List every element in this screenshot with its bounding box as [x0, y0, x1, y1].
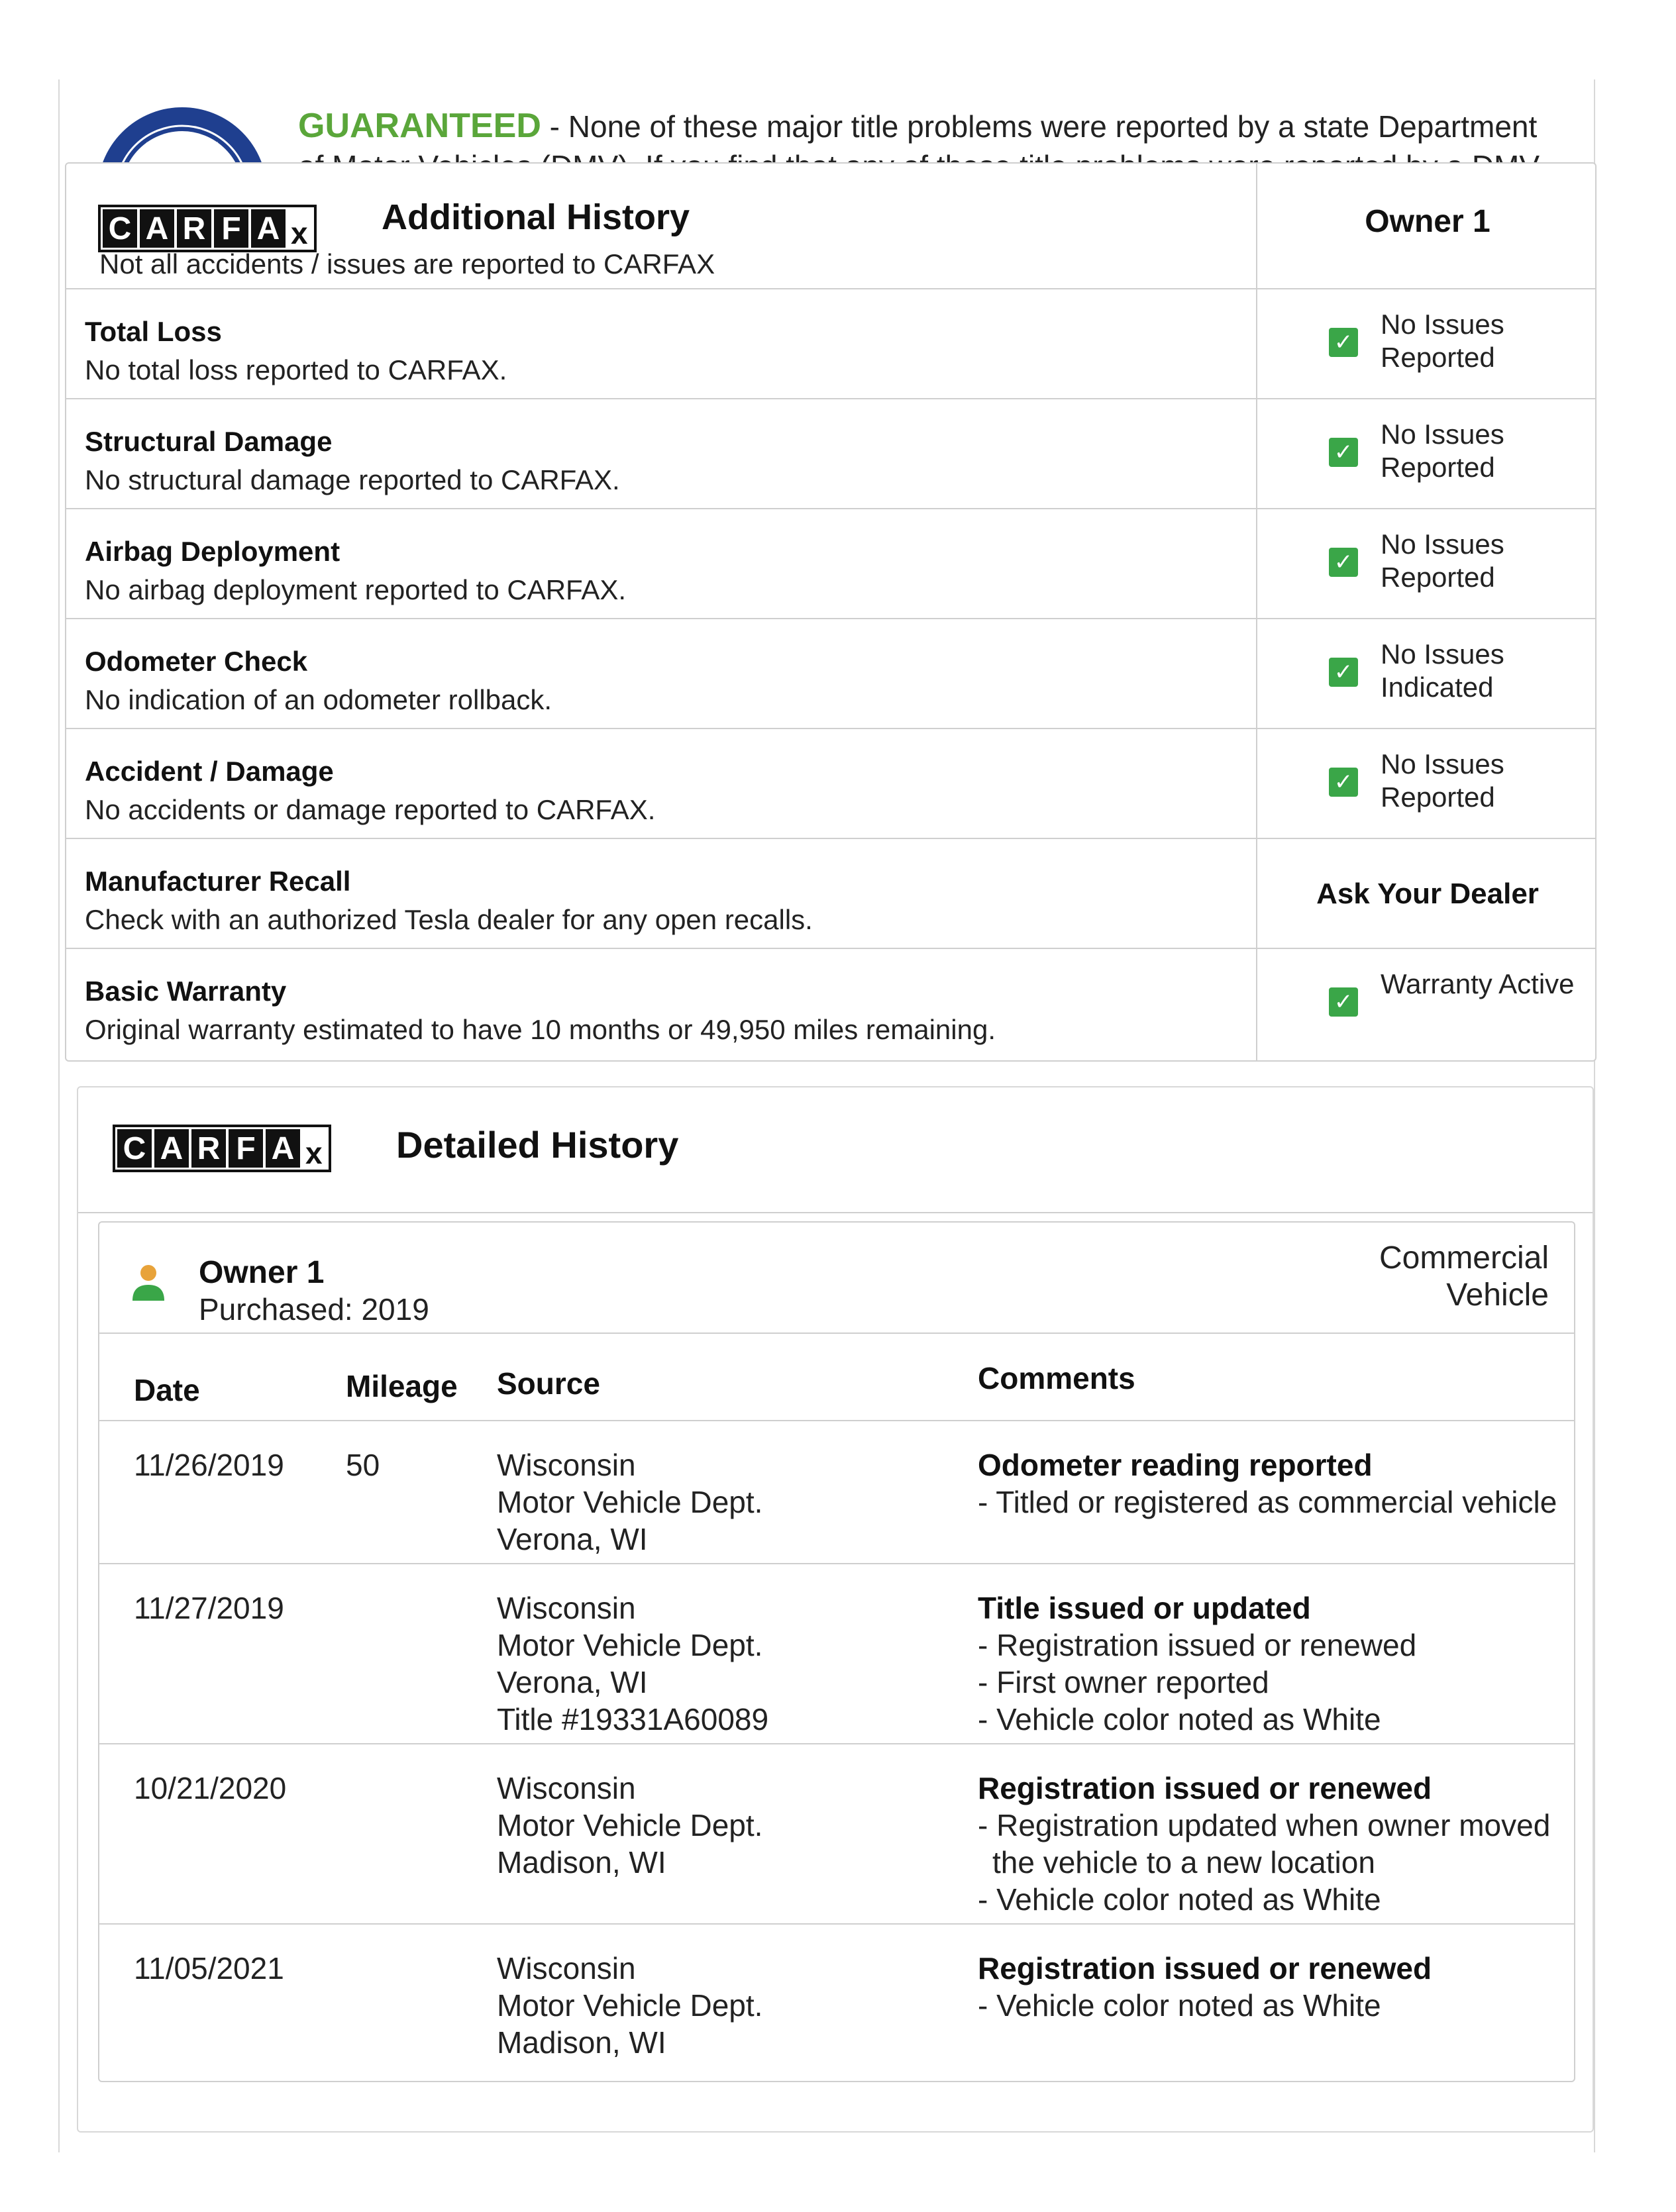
cell-comments [978, 1770, 1574, 1918]
section-title: Detailed History [396, 1124, 679, 1166]
comment-item: - Registration issued or renewed [978, 1628, 1417, 1662]
history-row [66, 949, 1595, 1059]
cell-source [497, 1950, 921, 2061]
row-description: No airbag deployment reported to CARFAX. [85, 574, 627, 605]
row-status [1257, 509, 1598, 618]
row-status [1257, 289, 1598, 398]
owner-column-header: Owner 1 [1365, 204, 1491, 239]
comment-item: - Vehicle color noted as White [978, 1882, 1381, 1917]
row-description: Original warranty estimated to have 10 months or 49,950 miles remaining. [85, 1014, 996, 1045]
cell-source [497, 1770, 921, 1881]
cell-source [497, 1589, 921, 1738]
guarantee-label: GUARANTEED [298, 107, 541, 145]
cell-comments [978, 1446, 1574, 1521]
check-icon: ✓ [1329, 438, 1358, 467]
source-line: Motor Vehicle Dept. [497, 1808, 763, 1842]
table-row [99, 1925, 1574, 2090]
table-row [99, 1744, 1574, 1925]
row-title: Odometer Check [85, 646, 308, 677]
additional-history-header [66, 164, 1595, 289]
history-row [66, 839, 1595, 949]
row-description: No indication of an odometer rollback. [85, 684, 552, 715]
row-status [1257, 399, 1598, 508]
row-description: Check with an authorized Tesla dealer for any open recalls. [85, 904, 813, 935]
comment-title: Odometer reading reported [978, 1448, 1373, 1482]
status-text: No Issues Reported [1381, 528, 1504, 593]
column-source: Source [497, 1366, 600, 1401]
column-mileage: Mileage [346, 1369, 458, 1403]
owner-header [99, 1223, 1574, 1334]
comment-title: Registration issued or renewed [978, 1771, 1432, 1805]
cell-date: 11/27/2019 [134, 1591, 284, 1625]
history-row [66, 289, 1595, 399]
check-icon: ✓ [1329, 328, 1358, 357]
row-status [1257, 839, 1598, 948]
table-header [99, 1334, 1574, 1421]
row-description: No accidents or damage reported to CARFAX. [85, 794, 656, 825]
source-line: Madison, WI [497, 1845, 666, 1880]
row-title: Accident / Damage [85, 756, 334, 787]
section-title: Additional History [382, 197, 690, 237]
comment-title: Registration issued or renewed [978, 1951, 1432, 1986]
comment-item: - First owner reported [978, 1665, 1269, 1699]
detailed-history-card [77, 1086, 1594, 2133]
source-line: Wisconsin [497, 1951, 636, 1986]
cell-date: 11/05/2021 [134, 1951, 284, 1986]
person-icon [130, 1264, 167, 1303]
row-title: Basic Warranty [85, 976, 287, 1007]
column-comments: Comments [978, 1361, 1135, 1395]
additional-history-card [65, 162, 1597, 1062]
detailed-history-header [78, 1087, 1593, 1213]
comment-item: - Titled or registered as commercial vehicle [978, 1485, 1557, 1519]
row-status [1257, 949, 1598, 1059]
cell-comments [978, 1950, 1574, 2024]
column-date: Date [134, 1373, 200, 1407]
status-text: No Issues Reported [1381, 309, 1504, 373]
row-title: Airbag Deployment [85, 536, 340, 567]
table-row [99, 1564, 1574, 1744]
check-icon: ✓ [1329, 987, 1358, 1017]
row-description: No structural damage reported to CARFAX. [85, 464, 620, 495]
history-row [66, 729, 1595, 839]
comment-item: - Registration updated when owner moved the vehicle to a new location [978, 1808, 1551, 1880]
comment-item: - Vehicle color noted as White [978, 1702, 1381, 1736]
source-line: Motor Vehicle Dept. [497, 1988, 763, 2023]
status-text: Warranty Active [1381, 968, 1575, 999]
carfax-logo: C A R F A x [113, 1125, 331, 1172]
owner-name: Owner 1 [199, 1255, 325, 1290]
source-line: Motor Vehicle Dept. [497, 1485, 763, 1519]
check-icon: ✓ [1329, 658, 1358, 687]
status-text: No Issues Reported [1381, 748, 1504, 813]
row-status [1257, 729, 1598, 838]
row-title: Manufacturer Recall [85, 866, 351, 897]
section-subtitle: Not all accidents / issues are reported to CARFAX [99, 248, 715, 279]
source-line: Motor Vehicle Dept. [497, 1628, 763, 1662]
seal-text: BUYBACK [146, 139, 219, 156]
cell-date: 10/21/2020 [134, 1771, 287, 1805]
source-line: Madison, WI [497, 2025, 666, 2060]
comment-item: - Vehicle color noted as White [978, 1988, 1381, 2023]
table-row [99, 1421, 1574, 1564]
status-text: No Issues Reported [1381, 419, 1504, 483]
cell-comments [978, 1589, 1574, 1738]
history-row [66, 509, 1595, 619]
owner-vehicle-type: Commercial Vehicle [1379, 1240, 1549, 1313]
source-line: Title #19331A60089 [497, 1702, 769, 1736]
source-line: Verona, WI [497, 1522, 648, 1556]
source-line: Wisconsin [497, 1771, 636, 1805]
history-row [66, 619, 1595, 729]
status-text: No Issues Indicated [1381, 638, 1504, 703]
row-title: Total Loss [85, 316, 222, 347]
row-status [1257, 619, 1598, 728]
cell-mileage: 50 [346, 1448, 380, 1482]
carfax-logo: C A R F A x [98, 205, 317, 252]
guarantee-description: - None of these major title problems were reported by a state Department [549, 109, 1538, 144]
owner-history-box [98, 1221, 1575, 2082]
cell-date: 11/26/2019 [134, 1448, 284, 1482]
row-description: No total loss reported to CARFAX. [85, 354, 507, 385]
history-row [66, 399, 1595, 509]
status-text: Ask Your Dealer [1316, 878, 1539, 910]
source-line: Wisconsin [497, 1448, 636, 1482]
comment-title: Title issued or updated [978, 1591, 1311, 1625]
source-line: Verona, WI [497, 1665, 648, 1699]
cell-source [497, 1446, 921, 1558]
check-icon: ✓ [1329, 768, 1358, 797]
check-icon: ✓ [1329, 548, 1358, 577]
source-line: Wisconsin [497, 1591, 636, 1625]
owner-purchased: Purchased: 2019 [199, 1292, 429, 1327]
row-title: Structural Damage [85, 426, 333, 457]
